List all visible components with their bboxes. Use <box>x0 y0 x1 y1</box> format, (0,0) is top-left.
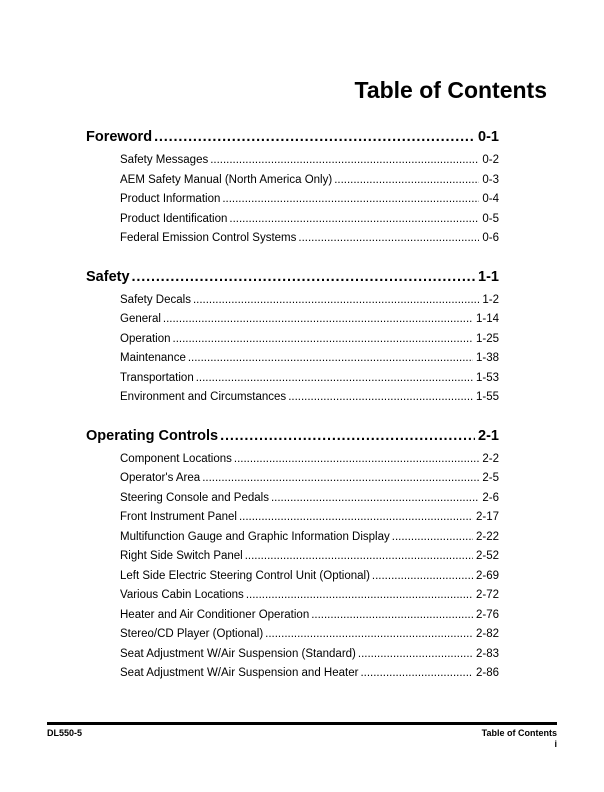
toc-entry[interactable] <box>120 589 499 609</box>
toc-entry-label: Environment and Circumstances <box>120 391 287 403</box>
dot-leader <box>163 313 473 325</box>
toc-entry-page: 1-38 <box>475 352 499 364</box>
dot-leader <box>239 511 473 523</box>
toc-entry[interactable] <box>120 609 499 629</box>
toc-entry-label: Multifunction Gauge and Graphic Information Display <box>120 530 390 543</box>
toc-entry[interactable] <box>120 232 499 252</box>
toc-entry-label: Seat Adjustment W/Air Suspension and Heater <box>120 667 359 679</box>
toc-entry-page: 2-5 <box>482 472 499 484</box>
toc-entry-page: 2-83 <box>475 647 499 660</box>
toc-entry[interactable] <box>120 550 499 570</box>
dot-leader <box>246 589 473 601</box>
toc-entry-page: 0-3 <box>482 173 499 186</box>
toc-entry[interactable] <box>120 531 499 551</box>
toc-section-foreword <box>86 129 499 252</box>
toc-section-label: Safety <box>86 268 130 285</box>
footer-section-name: Table of Contents <box>481 728 557 738</box>
dot-leader <box>360 667 473 679</box>
toc-entry-page: 2-6 <box>482 491 499 504</box>
toc-entry-page: 2-22 <box>475 530 499 543</box>
toc-section-heading[interactable] <box>86 129 499 149</box>
toc-section-label: Operating Controls <box>86 427 219 444</box>
table-of-contents <box>86 129 499 704</box>
toc-entry-label: Various Cabin Locations <box>120 589 244 601</box>
toc-entry-page: 2-86 <box>475 667 499 679</box>
dot-leader <box>193 294 479 306</box>
toc-entry[interactable] <box>120 391 499 411</box>
toc-entry-label: Operation <box>120 332 171 345</box>
toc-entry[interactable] <box>120 213 499 233</box>
dot-leader <box>288 391 473 403</box>
toc-section-safety <box>86 269 499 411</box>
toc-entry-page: 1-14 <box>475 313 499 325</box>
footer-section-info <box>482 728 557 750</box>
toc-entry[interactable] <box>120 174 499 194</box>
dot-leader <box>132 269 476 285</box>
toc-entry-page: 1-2 <box>482 293 499 306</box>
toc-entry-label: Maintenance <box>120 352 186 364</box>
dot-leader <box>245 550 473 562</box>
toc-entry[interactable] <box>120 333 499 353</box>
toc-entry-label: Steering Console and Pedals <box>120 491 269 504</box>
toc-section-heading[interactable] <box>86 269 499 289</box>
toc-entry-label: Left Side Electric Steering Control Unit (Optional) <box>120 569 370 582</box>
toc-section-page: 1-1 <box>478 268 499 285</box>
toc-entry-page: 2-76 <box>475 608 499 621</box>
dot-leader <box>210 154 479 166</box>
dot-leader <box>234 453 479 465</box>
footer-divider <box>47 722 557 725</box>
dot-leader <box>222 193 479 205</box>
dot-leader <box>265 628 473 640</box>
toc-entry-label: Heater and Air Conditioner Operation <box>120 608 310 621</box>
toc-entry[interactable] <box>120 372 499 392</box>
toc-entry-page: 1-25 <box>475 332 499 345</box>
toc-section-operating-controls <box>86 428 499 687</box>
toc-entry-page: 0-4 <box>482 193 499 205</box>
toc-entry-page: 0-5 <box>482 212 499 225</box>
toc-entry-page: 2-2 <box>482 452 499 465</box>
toc-entry[interactable] <box>120 511 499 531</box>
toc-entry-label: Stereo/CD Player (Optional) <box>120 628 264 640</box>
toc-entry-page: 0-6 <box>482 232 499 244</box>
toc-entry-label: General <box>120 313 161 325</box>
toc-entry-page: 0-2 <box>482 154 499 166</box>
toc-entry-page: 1-55 <box>475 391 499 403</box>
footer-model: DL550-5 <box>47 728 83 738</box>
toc-entry-label: Safety Messages <box>120 154 209 166</box>
toc-entry-label: Seat Adjustment W/Air Suspension (Standard) <box>120 647 356 660</box>
page-title: Table of Contents <box>354 77 547 103</box>
toc-entry-label: Safety Decals <box>120 293 191 306</box>
toc-entry-page: 2-17 <box>475 511 499 523</box>
dot-leader <box>188 352 473 364</box>
toc-entry[interactable] <box>120 193 499 213</box>
toc-entry-page: 2-82 <box>475 628 499 640</box>
toc-entry[interactable] <box>120 154 499 174</box>
dot-leader <box>334 174 479 186</box>
footer-page-number: i <box>554 739 557 749</box>
dot-leader <box>372 570 473 582</box>
toc-entry[interactable] <box>120 352 499 372</box>
dot-leader <box>173 333 473 345</box>
toc-entry[interactable] <box>120 648 499 668</box>
dot-leader <box>271 492 479 504</box>
toc-entry-page: 1-53 <box>475 371 499 384</box>
toc-entry-page: 2-69 <box>475 569 499 582</box>
toc-entry-label: AEM Safety Manual (North America Only) <box>120 173 333 186</box>
dot-leader <box>298 232 479 244</box>
toc-section-page: 0-1 <box>478 129 499 145</box>
toc-entry[interactable] <box>120 570 499 590</box>
toc-entry[interactable] <box>120 628 499 648</box>
dot-leader <box>220 428 475 444</box>
toc-section-heading[interactable] <box>86 428 499 448</box>
toc-entry[interactable] <box>120 492 499 512</box>
dot-leader <box>358 648 473 660</box>
toc-entry-page: 2-52 <box>475 550 499 562</box>
dot-leader <box>202 472 479 484</box>
toc-entry[interactable] <box>120 472 499 492</box>
toc-section-page: 2-1 <box>478 427 499 444</box>
toc-entry-label: Operator's Area <box>120 472 201 484</box>
toc-entry-label: Transportation <box>120 371 194 384</box>
dot-leader <box>311 609 473 621</box>
toc-entry-label: Component Locations <box>120 452 232 465</box>
dot-leader <box>392 531 473 543</box>
toc-section-label: Foreword <box>86 129 153 145</box>
toc-entry[interactable] <box>120 453 499 473</box>
toc-entry-label: Product Identification <box>120 212 228 225</box>
toc-entry[interactable] <box>120 667 499 687</box>
dot-leader <box>229 213 479 225</box>
toc-entry-page: 2-72 <box>475 589 499 601</box>
toc-entry-label: Front Instrument Panel <box>120 511 237 523</box>
toc-entry-label: Federal Emission Control Systems <box>120 232 297 244</box>
toc-entry-label: Product Information <box>120 193 221 205</box>
dot-leader <box>196 372 473 384</box>
dot-leader <box>154 129 475 145</box>
toc-entry[interactable] <box>120 313 499 333</box>
toc-entry[interactable] <box>120 294 499 314</box>
toc-entry-label: Right Side Switch Panel <box>120 550 243 562</box>
